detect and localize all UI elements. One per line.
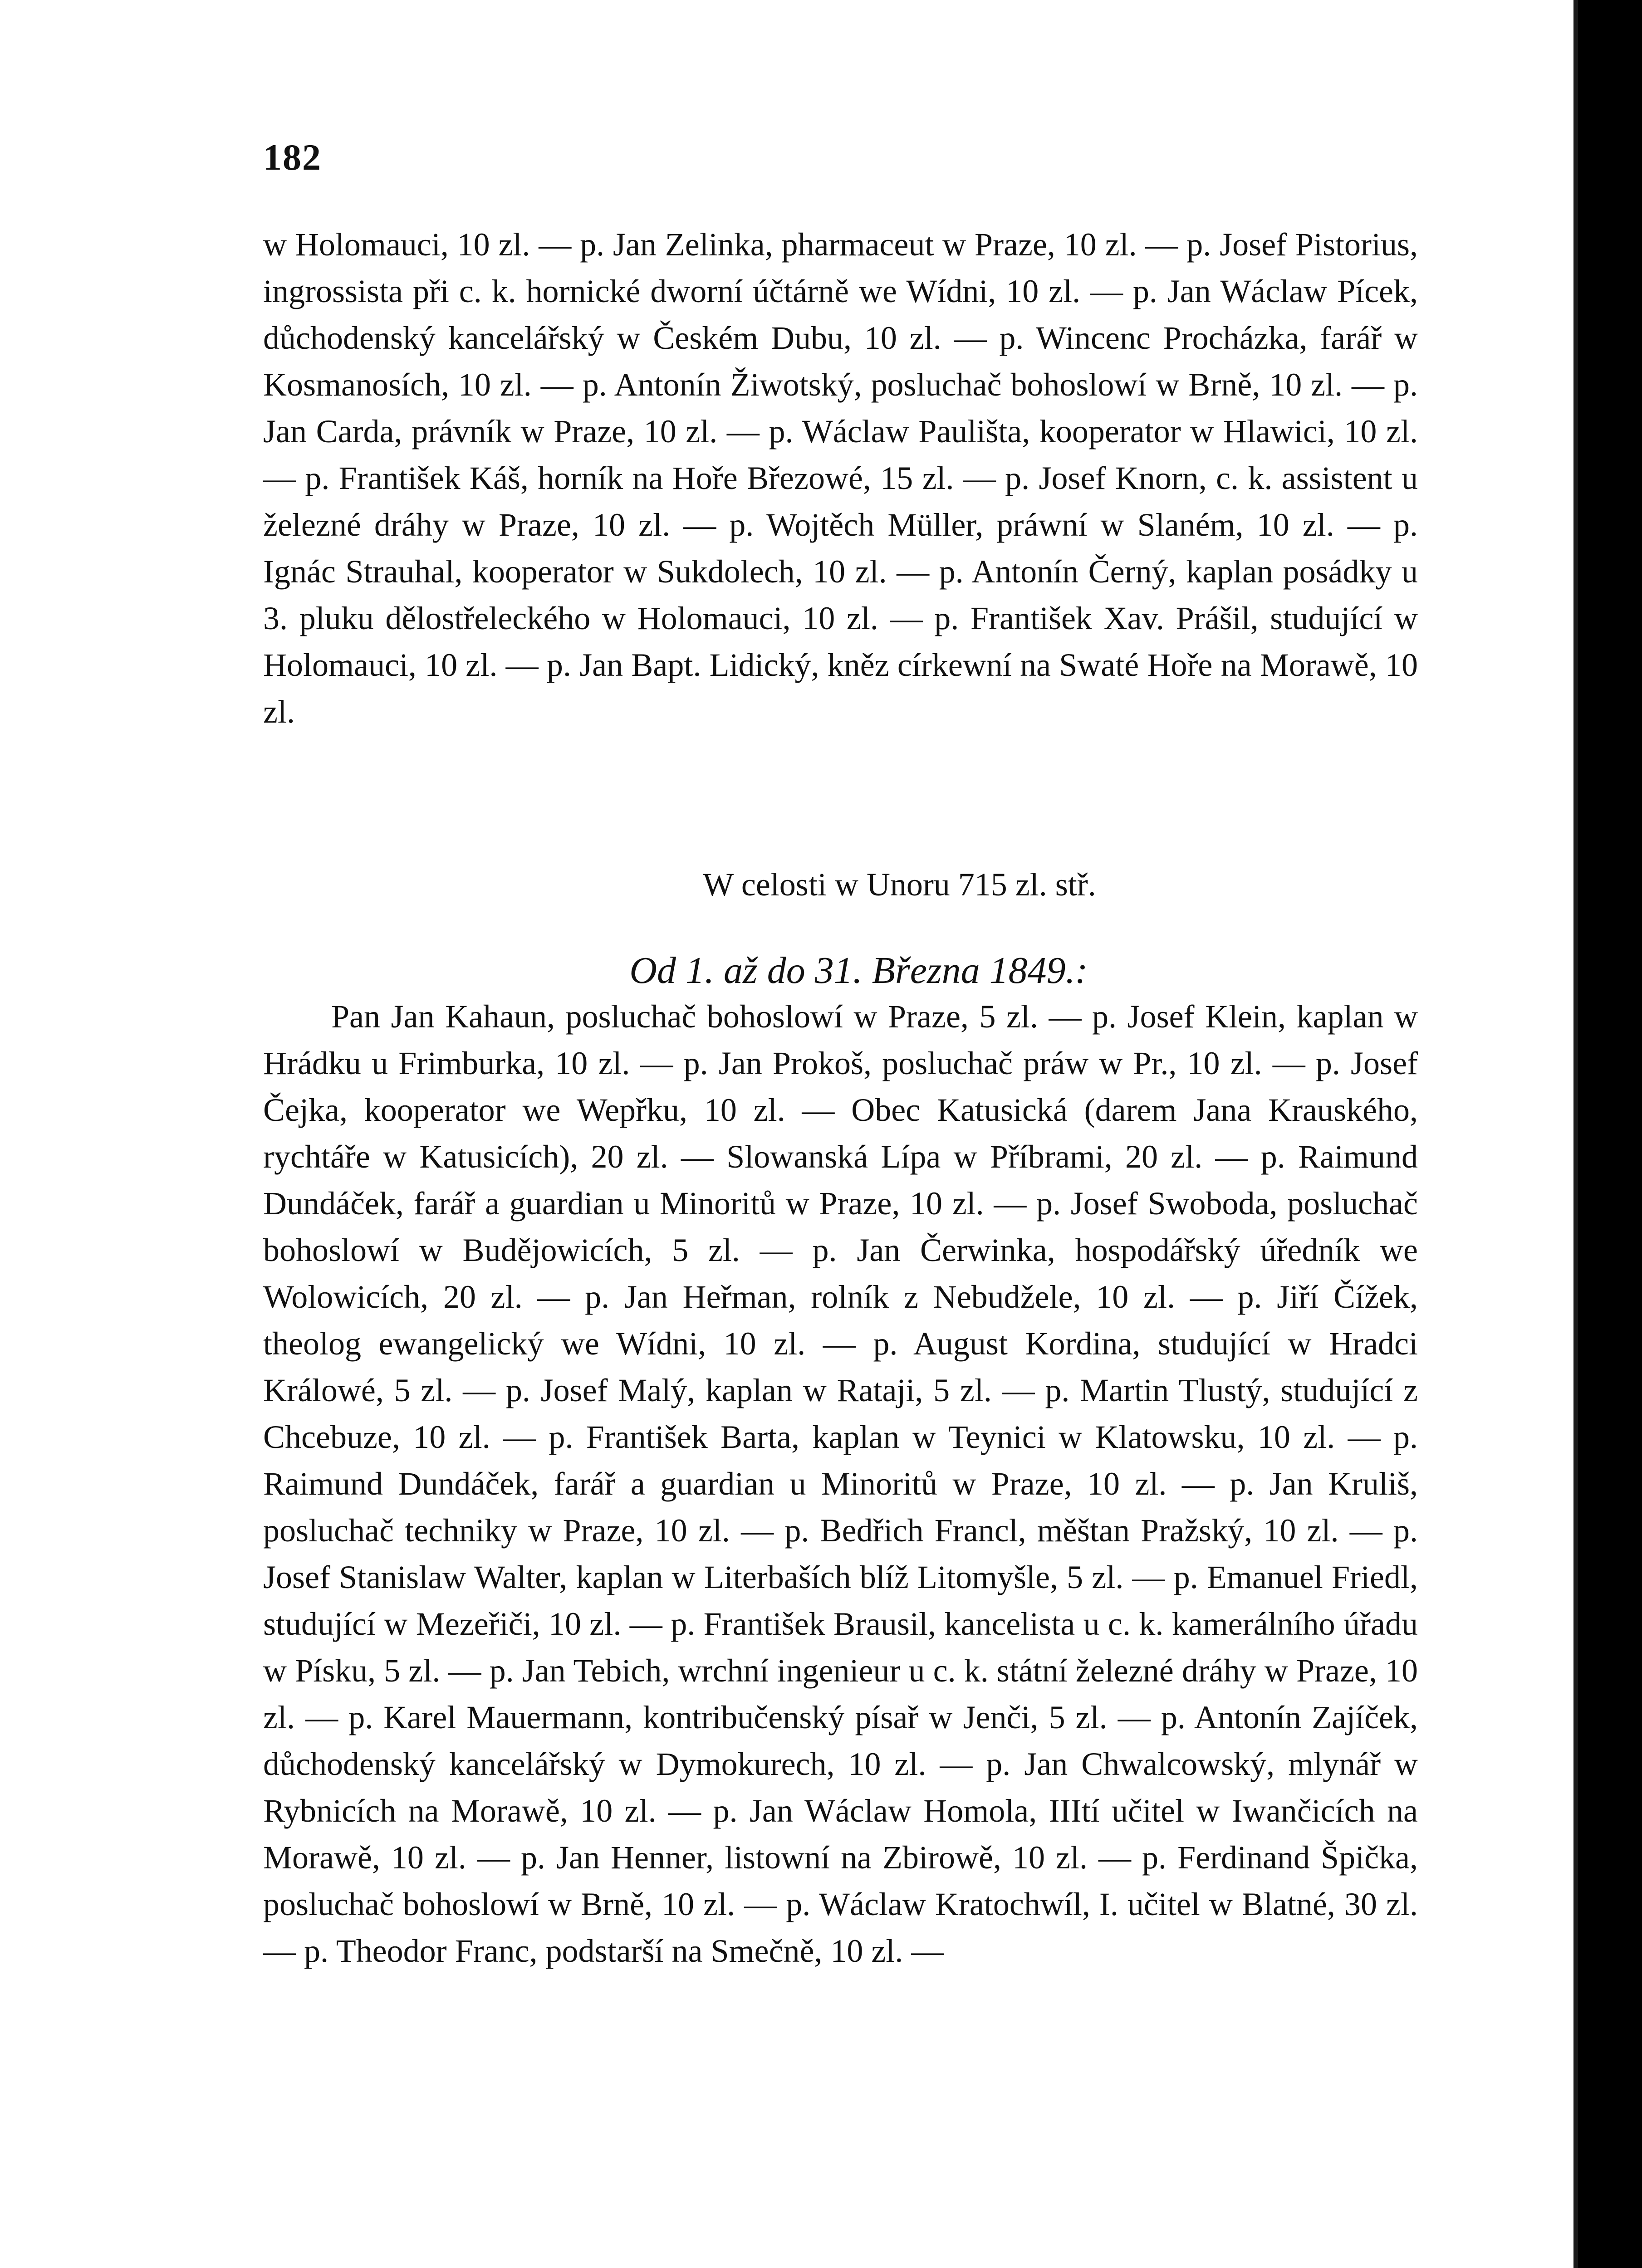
february-total: W celosti w Unoru 715 zl. stř. — [703, 866, 1096, 903]
scan-border — [1583, 0, 1642, 2268]
donor-list-paragraph-2: Pan Jan Kahaun, posluchač bohoslowí w Praze, 5 zl. — p. Josef Klein, kaplan w Hrádku u Frimburka, 10 zl. — p. Jan Prokoš, posluchač práw w Pr., 10 zl. — p. Josef Čejka, kooperator we Wepřku, 10 zl. — Obec Katusická (darem Jana Krauského, rychtáře w Katusicích), 20 zl. — Slowanská Lípa w Příbrami, 20 zl. — p. Raimund Dundáček, farář a guardian u Minoritů w Praze, 10 zl. — p. Josef Swoboda, posluchač bohoslowí w Budějowicích, 5 zl. — p. Jan Čerwinka, hospodářský úředník we Wolowicích, 20 zl. — p. Jan Heřman, rolník z Nebudžele, 10 zl. — p. Jiří Čížek, theolog ewangelický we Wídni, 10 zl. — p. August Kordina, studující w Hradci Králowé, 5 zl. — p. Josef Malý, kaplan w Rataji, 5 zl. — p. Martin Tlustý, studující z Chcebuze, 10 zl. — p. František Barta, kaplan w Teynici w Klatowsku, 10 zl. — p. Raimund Dundáček, farář a guardian u Minoritů w Praze, 10 zl. — p. Jan Kruliš, posluchač techniky w Praze, 10 zl. — p. Bedřich Francl, měštan Pražský, 10 zl. — p. Josef Stanislaw Walter, kaplan w Literbaších blíž Litomyšle, 5 zl. — p. Emanuel Friedl, studující w Mezeřiči, 10 zl. — p. František Brausil, kancelista u c. k. kamerálního úřadu w Písku, 5 zl. — p. Jan Tebich, wrchní ingenieur u c. k. státní železné dráhy w Praze, 10 zl. — p. Karel Mauermann, kontribučenský písař w Jenči, 5 zl. — p. Antonín Zajíček, důchodenský kancelářský w Dymokurech, 10 zl. — p. Jan Chwalcowský, mlynář w Rybnicích na Morawě, 10 zl. — p. Jan Wáclaw Homola, IIItí učitel w Iwančicích na Morawě, 10 zl. — p. Jan Henner, listowní na Zbirowě, 10 zl. — p. Ferdinand Špička, posluchač bohoslowí w Brně, 10 zl. — p. Wáclaw Kratochwíl, I. učitel w Blatné, 30 zl. — p. Theodor Franc, podstarší na Smečně, 10 zl. — — [263, 998, 1418, 1969]
march-section-heading: Od 1. až do 31. Března 1849.: — [629, 949, 1088, 992]
page-number: 182 — [263, 137, 322, 178]
donor-list-paragraph-1: w Holomauci, 10 zl. — p. Jan Zelinka, pharmaceut w Praze, 10 zl. — p. Josef Pistorius, ingrossista při c. k. hornické dworní účtárně we Wídni, 10 zl. — p. Jan Wáclaw Pícek, důchodenský kancelářský w Českém Dubu, 10 zl. — p. Wincenc Procházka, farář w Kosmanosích, 10 zl. — p. Antonín Žiwotský, posluchač bohoslowí w Brně, 10 zl. — p. Jan Carda, právník w Praze, 10 zl. — p. Wáclaw Paulišta, kooperator w Hlawici, 10 zl. — p. František Káš, horník na Hoře Březowé, 15 zl. — p. Josef Knorn, c. k. assistent u železné dráhy w Praze, 10 zl. — p. Wojtěch Müller, práwní w Slaném, 10 zl. — p. Ignác Strauhal, kooperator w Sukdolech, 10 zl. — p. Antonín Černý, kaplan posádky u 3. pluku dělostřeleckého w Holomauci, 10 zl. — p. František Xav. Prášil, studující w Holomauci, 10 zl. — p. Jan Bapt. Lidický, kněz církewní na Swaté Hoře na Morawě, 10 zl. — [263, 226, 1418, 730]
